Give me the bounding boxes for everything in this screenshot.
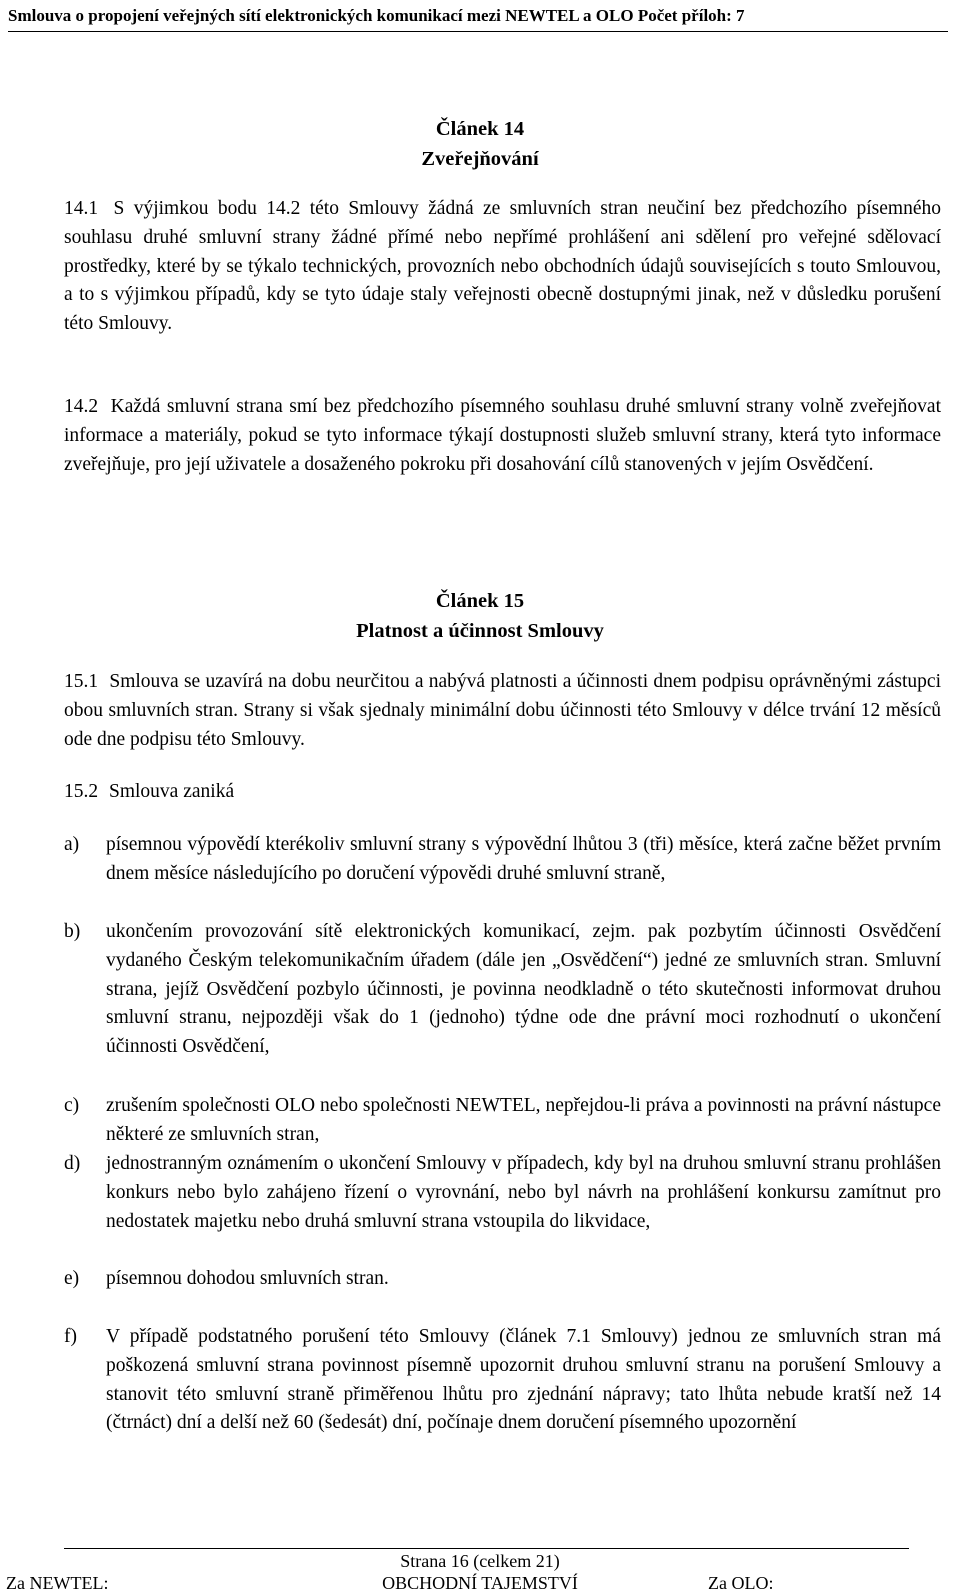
list-marker: e) bbox=[64, 1268, 80, 1289]
list-marker: c) bbox=[64, 1095, 80, 1116]
paragraph-number: 15.1 bbox=[64, 671, 99, 692]
list-item-text: V případě podstatného porušení této Smlouvy (článek 7.1 Smlouvy) jednou ze smluvních stran má poškozená smluvní strana povinnost písemně upozornit druhou smluvní stranu na porušení Smlouvy a stanovit této smluvní straně přiměřenou lhůtu pro zjednání nápravy; tato lhůta nebude kratší než 14 (čtrnáct) dní a delší než 60 (šedesát) dní, počínaje dnem doručení písemného upozornění bbox=[106, 1326, 941, 1434]
list-item-e bbox=[64, 1265, 941, 1294]
footer-signature-olo: Za OLO: bbox=[708, 1573, 774, 1593]
paragraph-15-2 bbox=[64, 778, 941, 807]
paragraph-number: 15.2 bbox=[64, 781, 99, 802]
list-item-text: ukončením provozování sítě elektronických komunikací, zejm. pak pozbytím účinnosti Osvědčení vydaného Českým telekomunikačním úřadem (dále jen „Osvědčení“) jedné ze smluvních stran. Smluvní strana, jejíž Osvědčení pozbylo účinnosti, je povinna neodkladně o této skutečnosti informovat druhou smluvní stranu, nejpozději však do 1 (jednoho) týdne ode dne právní moci rozhodnutí o ukončení účinnosti Osvědčení, bbox=[106, 921, 941, 1058]
list-marker: f) bbox=[64, 1326, 77, 1347]
header-title: Smlouva o propojení veřejných sítí elektronických komunikací mezi NEWTEL a OLO bbox=[8, 6, 634, 25]
list-item-text: písemnou dohodou smluvních stran. bbox=[106, 1268, 389, 1289]
list-marker: a) bbox=[64, 834, 80, 855]
article-14-number: Článek 14 bbox=[435, 118, 525, 140]
article-15-number: Článek 15 bbox=[435, 590, 525, 612]
list-item-text: zrušením společnosti OLO nebo společnosti NEWTEL, nepřejdou-li práva a povinnosti na právní nástupce některé ze smluvních stran, bbox=[106, 1095, 941, 1145]
paragraph-number: 14.2 bbox=[64, 396, 99, 417]
list-item-text: písemnou výpovědí kterékoliv smluvní strany s výpovědní lhůtou 3 (tři) měsíce, která začne běžet prvním dnem měsíce následujícího po doručení výpovědi druhé smluvní straně, bbox=[106, 834, 941, 884]
paragraph-text: S výjimkou bodu 14.2 této Smlouvy žádná ze smluvních stran neučiní bez předchozího písemného souhlasu druhé smluvní strany žádné přímé nebo nepřímé prohlášení ani sdělení pro veřejné sdělovací prostředky, které by se týkalo technických, provozních nebo obchodních údajů souvisejících s touto Smlouvou, a to s výjimkou případů, kdy se tyto údaje staly veřejnosti obecně dostupnými jinak, než v důsledku porušení této Smlouvy. bbox=[64, 198, 941, 335]
list-item-text: jednostranným oznámením o ukončení Smlouvy v případech, kdy byl na druhou smluvní stranu prohlášen konkurs nebo bylo zahájeno řízení o vyrovnání, nebo byl návrh na prohlášení konkursu zamítnut pro nedostatek majetku nebo druhá smluvní strana vstoupila do likvidace, bbox=[106, 1153, 941, 1232]
footer-rule bbox=[64, 1548, 909, 1549]
header-rule bbox=[8, 31, 948, 32]
list-marker: b) bbox=[64, 921, 81, 942]
paragraph-text: Smlouva se uzavírá na dobu neurčitou a nabývá platnosti a účinnosti dnem podpisu oprávněnými zástupci obou smluvních stran. Strany si však sjednaly minimální dobu účinnosti této Smlouvy v délce trvání 12 měsíců ode dne podpisu této Smlouvy. bbox=[64, 671, 941, 750]
list-item-c bbox=[64, 1092, 941, 1150]
list-item-a bbox=[64, 831, 941, 889]
paragraph-text: Každá smluvní strana smí bez předchozího písemného souhlasu druhé smluvní strany volně zveřejňovat informace a materiály, pokud se tyto informace týkají dostupnosti služeb smluvní strany, která tyto informace zveřejňuje, pro její uživatele a dosaženého pokroku při dosahování cílů stanovených v jejím Osvědčení. bbox=[64, 396, 942, 475]
document-header bbox=[8, 6, 952, 26]
list-item-d bbox=[64, 1150, 941, 1236]
list-marker: d) bbox=[64, 1153, 81, 1174]
paragraph-number: 14.1 bbox=[64, 198, 99, 219]
header-attachments: Počet příloh: 7 bbox=[637, 6, 745, 25]
article-14-title: Zveřejňování bbox=[421, 148, 539, 170]
list-item-b bbox=[64, 918, 941, 1062]
paragraph-14-1 bbox=[64, 195, 941, 339]
list-item-f bbox=[64, 1323, 941, 1438]
page-number: Strana 16 (celkem 21) bbox=[400, 1551, 560, 1571]
paragraph-15-1 bbox=[64, 668, 941, 754]
footer-signature-newtel: Za NEWTEL: bbox=[6, 1573, 109, 1593]
footer-confidential: OBCHODNÍ TAJEMSTVÍ bbox=[382, 1573, 578, 1593]
paragraph-14-2 bbox=[64, 393, 941, 479]
paragraph-text: Smlouva zaniká bbox=[109, 781, 235, 802]
article-15-title: Platnost a účinnost Smlouvy bbox=[356, 620, 604, 642]
